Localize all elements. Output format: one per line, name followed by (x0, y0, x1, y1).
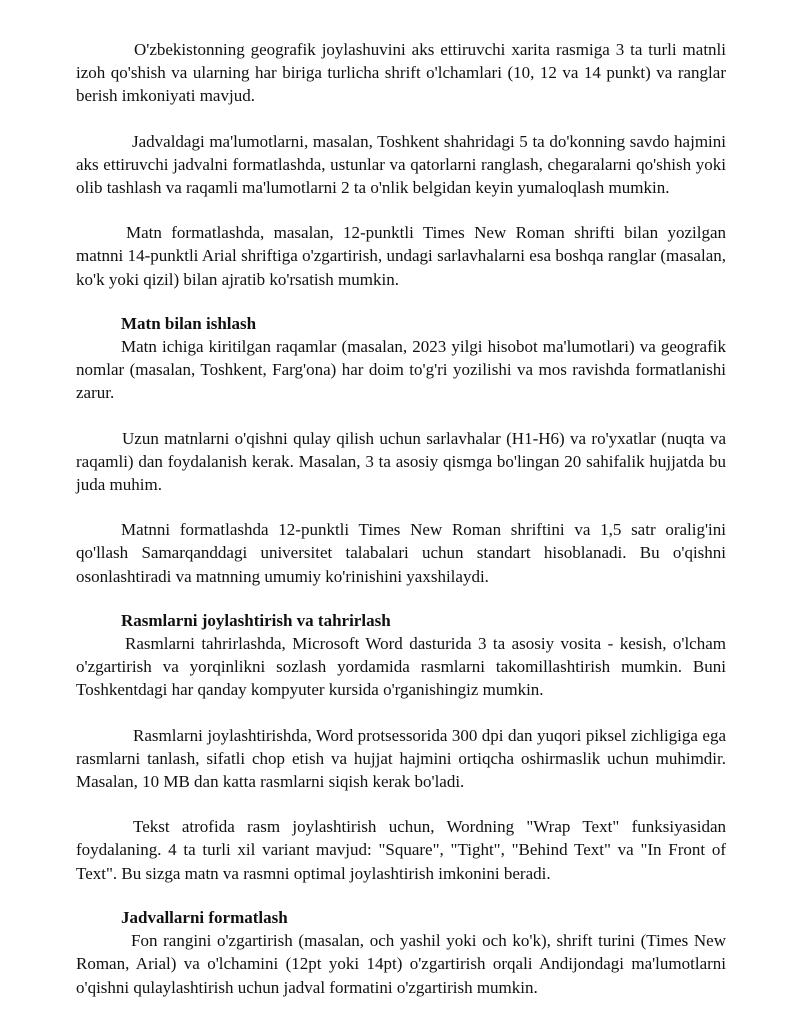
paragraph: Matnni formatlashda 12-punktli Times New Roman shriftini va 1,5 satr oralig'ini qo'llash Samarqanddagi universitet talabalari uchun standart hisoblanadi. Bu o'qishni osonlashtiradi va matnning umumiy ko'rinishini yaxshilaydi. (76, 520, 726, 586)
paragraph: Rasmlarni tahrirlashda, Microsoft Word dasturida 3 ta asosiy vosita - kesish, o'lcham o'zgartirish va yorqinlikni sozlash yordamida rasmlarni takomillashtirish mumkin. Buni Toshkentdagi har qanday kompyuter kursida o'rganishingiz mumkin. (76, 634, 726, 700)
section-heading: Rasmlarni joylashtirish va tahrirlash (121, 610, 391, 630)
section-text-work (76, 312, 726, 588)
section-heading: Jadvallarni formatlash (121, 907, 288, 927)
paragraph: Uzun matnlarni o'qishni qulay qilish uchun sarlavhalar (H1-H6) va ro'yxatlar (nuqta va raqamli) dan foydalanish kerak. Masalan, 3 ta asosiy qismga bo'lingan 20 sahifalik hujjatda bu juda muhim. (76, 428, 726, 495)
section-images (76, 609, 726, 885)
paragraph: Matn ichiga kiritilgan raqamlar (masalan, 2023 yilgi hisobot ma'lumotlari) va geografik nomlar (masalan, Toshkent, Farg'ona) har doim to'g'ri yozilishi va mos ravishda formatlanishi zarur. (76, 337, 726, 403)
section-tables (76, 906, 726, 999)
paragraph-text-formatting: Matn formatlashda, masalan, 12-punktli Times New Roman shrifti bilan yozilgan matnni 14-punktli Arial shriftiga o'zgartirish, undagi sarlavhalarni esa boshqa ranglar (masalan, ko'k yoki qizil) bilan ajratib ko'rsatish mumkin. (76, 223, 726, 289)
paragraph-table-formatting: Jadvaldagi ma'lumotlarni, masalan, Toshkent shahridagi 5 ta do'konning savdo hajmini aks ettiruvchi jadvalni formatlashda, ustunlar va qatorlarni ranglash, chegaralarni qo'shish yoki olib tashlash va raqamli ma'lumotlarni 2 ta o'nlik belgidan keyin yumaloqlash mumkin. (76, 131, 726, 198)
paragraph: Tekst atrofida rasm joylashtirish uchun, Wordning "Wrap Text" funksiyasidan foydalaning. 4 ta turli xil variant mavjud: "Square", "Tight", "Behind Text" va "In Front of Text". Bu sizga matn va rasmni optimal joylashtirish imkonini beradi. (76, 817, 726, 883)
paragraph-map-annotations: O'zbekistonning geografik joylashuvini aks ettiruvchi xarita rasmiga 3 ta turli matnli izoh qo'shish va ularning har biriga turlicha shrift o'lchamlari (10, 12 va 14 punkt) va ranglar berish imkoniyati mavjud. (76, 40, 726, 106)
document-page (76, 38, 726, 999)
section-heading: Matn bilan ishlash (121, 313, 257, 333)
paragraph: Fon rangini o'zgartirish (masalan, och yashil yoki och ko'k), shrift turini (Times New Roman, Arial) va o'lchamini (12pt yoki 14pt) o'zgartirish orqali Andijondagi ma'lumotlarni o'qishni qulaylashtirish uchun jadval formatini o'zgartirish mumkin. (76, 931, 726, 997)
paragraph: Rasmlarni joylashtirishda, Word protsessorida 300 dpi dan yuqori piksel zichligiga ega rasmlarni tanlash, sifatli chop etish va hujjat hajmini ortiqcha oshirmaslik uchun muhimdir. Masalan, 10 MB dan katta rasmlarni siqish kerak bo'ladi. (76, 725, 726, 792)
